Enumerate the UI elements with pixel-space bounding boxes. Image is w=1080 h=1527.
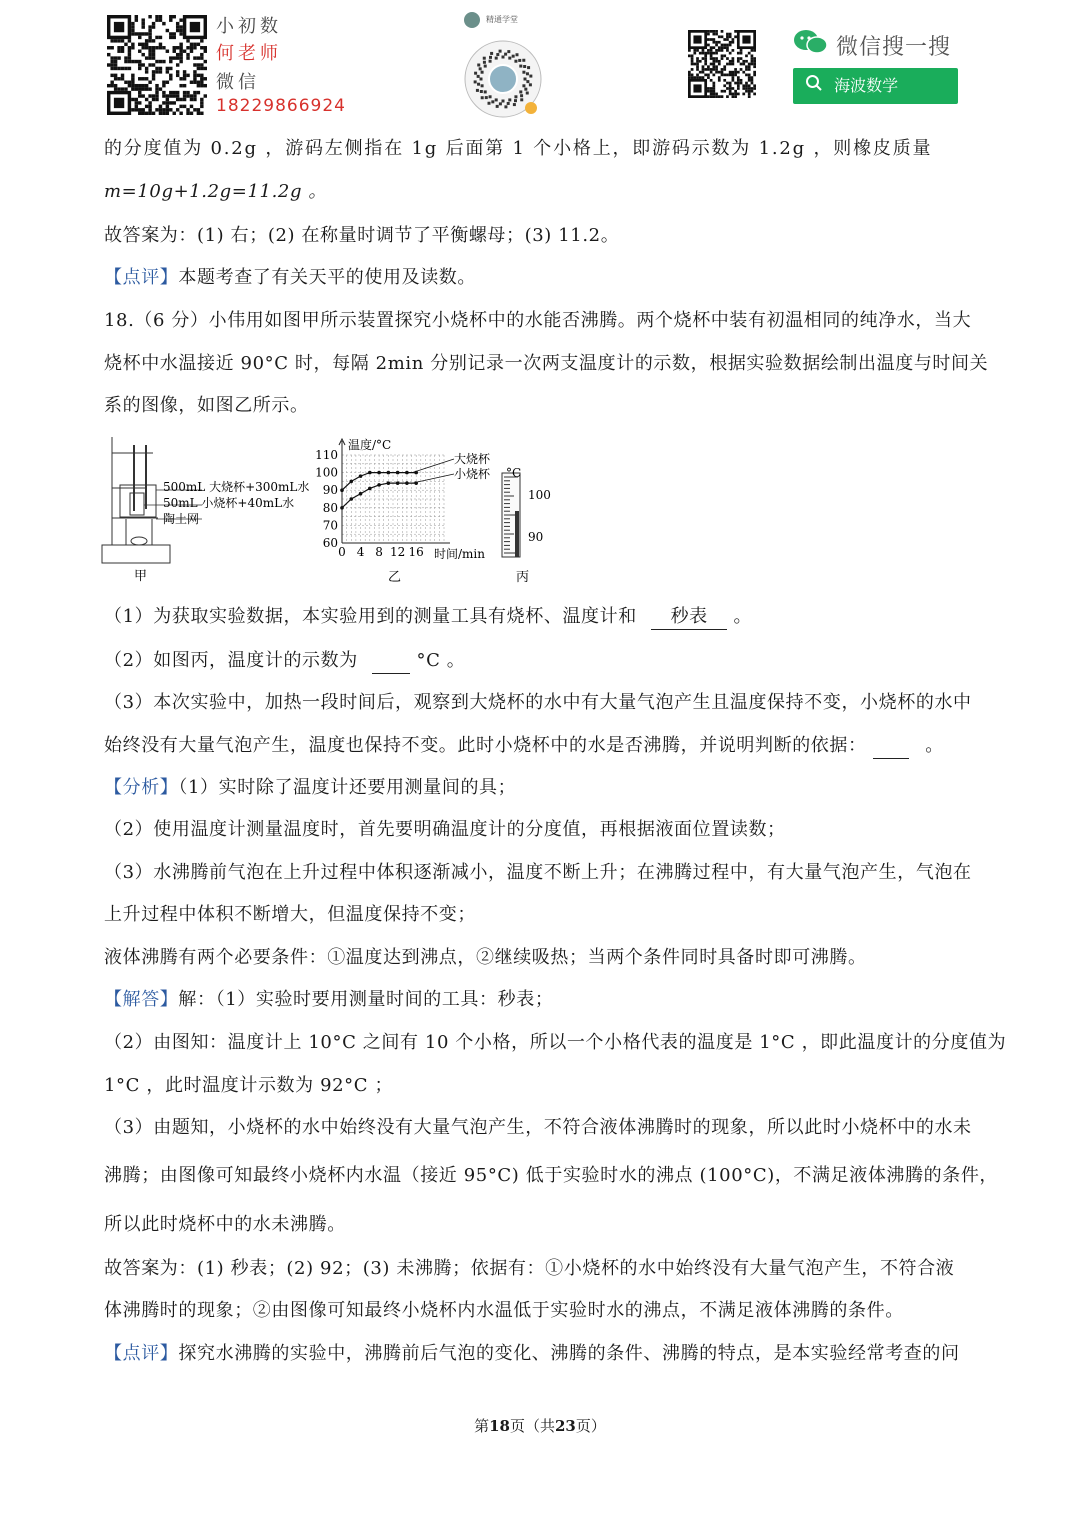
series-leader <box>412 474 454 483</box>
solution-2-line-1: （2）由图知：温度计上 10°C 之间有 10 个小格，所以一个小格代表的温度是 1°C ，即此温度计的分度值为 <box>104 1032 1007 1053</box>
y-tick-label: 70 <box>322 518 338 533</box>
y-axis-label: 温度/°C <box>348 438 392 452</box>
anno-small-beaker: 50mL 小烧杯+40mL水 <box>163 496 295 510</box>
analysis-1-text: （1）实时除了温度计还要用测量间的具； <box>178 777 517 798</box>
question-18-line-1: 18.（6 分）小伟用如图甲所示装置探究小烧杯中的水能否沸腾。两个烧杯中装有初温相同的纯净水，当大 <box>104 310 972 331</box>
promo-phone: 18229866924 <box>216 96 346 116</box>
mini-program-logo <box>464 12 480 28</box>
x-tick-label: 8 <box>375 545 383 559</box>
comment-tag: 【点评】 <box>104 267 179 288</box>
label-bing: 丙 <box>516 570 530 585</box>
series-label: 大烧杯 <box>454 452 491 466</box>
sub-question-3-end: 。 <box>925 735 944 756</box>
figure-svg <box>98 433 558 593</box>
x-axis-label: 时间/min <box>434 547 485 561</box>
search-icon <box>805 69 823 105</box>
anno-big-beaker: 500mL 大烧杯+300mL水 <box>163 480 310 494</box>
data-point <box>368 487 372 491</box>
search-account-box[interactable] <box>793 68 958 104</box>
anno-gauze: 陶土网 <box>163 512 200 526</box>
qr-code-right <box>688 30 756 98</box>
data-point <box>396 471 400 475</box>
comment-2-text: 探究水沸腾的实验中，沸腾前后气泡的变化、沸腾的条件、沸腾的特点，是本实验经常考查的问 <box>178 1343 960 1364</box>
analysis-3-line-2: 上升过程中体积不断增大，但温度保持不变； <box>104 904 476 925</box>
para-2: m=10g+1.2g=11.2g 。 <box>104 181 328 202</box>
small-beaker <box>130 493 144 515</box>
solution-tag: 【解答】 <box>104 989 179 1010</box>
para-1: 的分度值为 0.2g ，游码左侧指在 1g 后面第 1 个小格上，即游码示数为 1.2g ，则橡皮质量 <box>104 138 933 159</box>
sub-question-1 <box>104 605 752 630</box>
qr-code-left <box>107 15 207 115</box>
footer-post: 页） <box>575 1417 606 1435</box>
mini-program-code <box>462 38 544 124</box>
answer-line-2: 体沸腾时的现象；②由图像可知最终小烧杯内水温低于实验时水的沸点，不满足液体沸腾的条件。 <box>104 1300 904 1321</box>
thermo-mark-90: 90 <box>528 530 544 544</box>
footer-pre: 第 <box>474 1417 490 1435</box>
data-point <box>405 471 409 475</box>
search-account-name: 海波数学 <box>834 76 899 95</box>
sub-question-3-line-1: （3）本次实验中，加热一段时间后，观察到大烧杯的水中有大量气泡产生且温度保持不变，小烧杯的水中 <box>104 692 972 713</box>
data-point <box>359 492 363 496</box>
question-18-line-3: 系的图像，如图乙所示。 <box>104 395 309 416</box>
promo-line-2: 何老师 <box>216 43 282 64</box>
y-tick-label: 100 <box>315 465 338 480</box>
x-tick-label: 16 <box>408 545 424 559</box>
sub-question-1-text: （1）为获取实验数据，本实验用到的测量工具有烧杯、温度计和 <box>104 606 637 627</box>
big-beaker <box>120 485 156 517</box>
sub-question-3-line-2 <box>104 734 944 759</box>
wechat-search-title: 微信搜一搜 <box>836 35 952 60</box>
thermometer-bing <box>502 473 520 557</box>
answer-blank-2 <box>372 649 410 674</box>
data-point <box>405 481 409 485</box>
data-point <box>396 481 400 485</box>
answer-blank-1: 秒表 <box>651 605 727 630</box>
x-tick-label: 0 <box>338 545 346 559</box>
data-point <box>340 506 344 510</box>
label-jia: 甲 <box>134 569 148 584</box>
footer-mid: 页（共 <box>509 1417 555 1435</box>
comment-2 <box>104 1342 960 1366</box>
series-leader <box>412 459 454 473</box>
thermo-liquid <box>515 511 519 557</box>
solution-3-line-2: 沸腾；由图像可知最终小烧杯内水温（接近 95°C) 低于实验时水的沸点 (100°C)，不满足液体沸腾的条件， <box>104 1165 999 1186</box>
data-point <box>387 481 391 485</box>
sub-question-2-text: （2）如图丙，温度计的示数为 <box>104 650 358 671</box>
data-point <box>349 480 353 484</box>
promo-line-3: 微信 <box>216 72 260 93</box>
sub-question-2 <box>104 649 465 674</box>
wechat-icon <box>793 28 829 60</box>
page-header <box>0 0 1080 130</box>
comment-2-tag: 【点评】 <box>104 1343 179 1364</box>
figure-group <box>98 433 558 593</box>
answer-line-1: 故答案为：(1) 秒表；(2) 92；(3) 未沸腾；依据有：①小烧杯的水中始终没有大量气泡产生，不符合液 <box>104 1258 955 1279</box>
para-3: 故答案为：(1) 右；(2) 在称量时调节了平衡螺母；(3) 11.2。 <box>104 225 620 246</box>
analysis-4: 液体沸腾有两个必要条件：①温度达到沸点，②继续吸热；当两个条件同时具备时即可沸腾。 <box>104 947 867 968</box>
data-point <box>349 497 353 501</box>
analysis-3-line-1: （3）水沸腾前气泡在上升过程中体积逐渐减小，温度不断上升；在沸腾过程中，有大量气泡产生，气泡在 <box>104 862 972 883</box>
apparatus-base <box>102 545 170 563</box>
series-label: 小烧杯 <box>454 467 491 481</box>
y-tick-label: 90 <box>322 483 338 498</box>
question-18-line-2: 烧杯中水温接近 90°C 时，每隔 2min 分别记录一次两支温度计的示数，根据实验数据绘制出温度与时间关 <box>104 353 989 374</box>
y-tick-label: 110 <box>315 448 338 462</box>
x-tick-label: 4 <box>356 545 365 559</box>
analysis-1 <box>104 776 516 800</box>
y-tick-label: 60 <box>322 536 338 550</box>
answer-blank-3 <box>873 734 909 759</box>
page-footer <box>0 1415 1080 1436</box>
comment-1 <box>104 266 476 290</box>
solution-2-line-2: 1°C ，此时温度计示数为 92°C ； <box>104 1075 394 1096</box>
temperature-chart <box>315 437 491 561</box>
comment-text: 本题考查了有关天平的使用及读数。 <box>178 267 477 288</box>
x-tick-label: 12 <box>389 545 406 559</box>
sub-question-2-end: °C 。 <box>416 650 466 671</box>
data-point <box>340 488 344 492</box>
promo-line-1: 小初数 <box>216 16 282 37</box>
sub-question-1-end: 。 <box>733 606 753 627</box>
solution-1-text: 解：（1）实验时要用测量时间的工具：秒表； <box>178 989 554 1010</box>
data-point <box>387 471 391 475</box>
page-total: 23 <box>555 1417 576 1435</box>
mini-program-label: 精通学堂 <box>486 15 518 24</box>
label-yi: 乙 <box>388 570 402 585</box>
page-number: 18 <box>489 1417 510 1435</box>
y-tick-label: 80 <box>322 500 338 515</box>
thermo-unit: °C <box>506 466 522 480</box>
analysis-tag: 【分析】 <box>104 777 179 798</box>
data-point <box>359 474 363 478</box>
solution-1 <box>104 988 553 1012</box>
thermo-mark-100: 100 <box>528 488 551 502</box>
data-point <box>377 471 381 475</box>
data-point <box>368 471 372 475</box>
solution-3-line-3: 所以此时烧杯中的水未沸腾。 <box>104 1214 346 1235</box>
sub-question-3-text: 始终没有大量气泡产生，温度也保持不变。此时小烧杯中的水是否沸腾，并说明判断的依据： <box>104 735 867 756</box>
data-point <box>377 483 381 487</box>
analysis-2: （2）使用温度计测量温度时，首先要明确温度计的分度值，再根据液面位置读数； <box>104 819 786 840</box>
solution-3-line-1: （3）由题知，小烧杯的水中始终没有大量气泡产生，不符合液体沸腾时的现象，所以此时小烧杯中的水未 <box>104 1117 972 1138</box>
